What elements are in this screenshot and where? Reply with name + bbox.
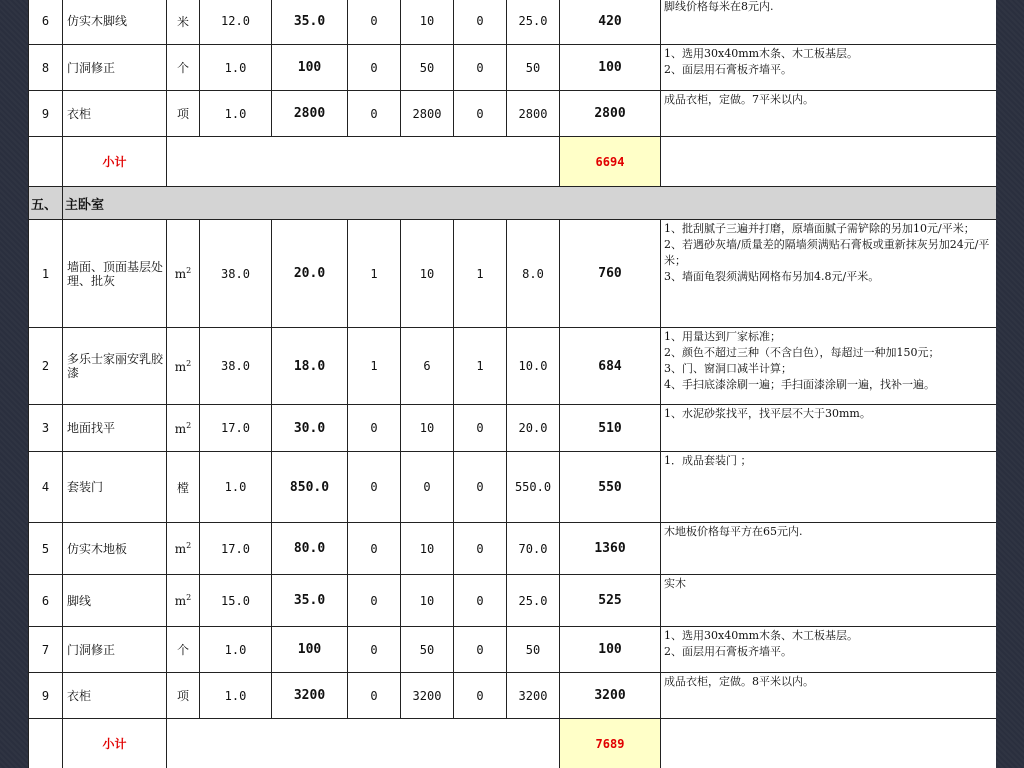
- item-labor-cost: 10.0: [507, 328, 560, 405]
- item-total: 510: [560, 405, 661, 452]
- item-labor-cost: 8.0: [507, 220, 560, 328]
- table-row: [29, 452, 997, 523]
- note-line: 木地板价格每平方在65元内.: [664, 525, 803, 538]
- item-unit: [167, 673, 200, 719]
- unit-text: m: [174, 421, 187, 436]
- item-material-cost: 0: [348, 45, 401, 91]
- subtotal-label: 小计: [63, 137, 167, 187]
- subtotal-row: [29, 137, 997, 187]
- item-aux-cost: 10: [401, 405, 454, 452]
- item-note: [661, 523, 997, 575]
- unit-text: m: [174, 542, 187, 556]
- quotation-sheet: [28, 0, 996, 768]
- item-unit: [167, 575, 200, 627]
- item-machine-cost: 0: [454, 452, 507, 523]
- unit-text: 个: [176, 61, 189, 75]
- note-line: 成品衣柜，定做。8平米以内。: [664, 675, 814, 688]
- section-header: [29, 187, 997, 220]
- item-note: [661, 452, 997, 523]
- note-line: 1、用量达到厂家标准；: [664, 330, 781, 343]
- item-number: 9: [29, 673, 63, 719]
- subtotal-label: 小计: [63, 719, 167, 768]
- item-material-cost: 1: [348, 328, 401, 405]
- item-unit-price: 35.0: [272, 575, 348, 627]
- item-quantity: 1.0: [200, 45, 272, 91]
- item-number: 6: [29, 0, 63, 45]
- item-note: [661, 405, 997, 452]
- item-machine-cost: 0: [454, 0, 507, 45]
- note-line: 3、门、窗洞口减半计算；: [664, 362, 792, 375]
- unit-text: 项: [176, 107, 189, 121]
- item-labor-cost: 25.0: [507, 575, 560, 627]
- item-number: 8: [29, 45, 63, 91]
- item-machine-cost: 0: [454, 405, 507, 452]
- note-line: 成品衣柜，定做。7平米以内。: [664, 93, 814, 106]
- item-total: 760: [560, 220, 661, 328]
- unit-text: m: [174, 359, 187, 374]
- item-quantity: 38.0: [200, 220, 272, 328]
- item-aux-cost: 2800: [401, 91, 454, 137]
- item-quantity: 12.0: [200, 0, 272, 45]
- item-machine-cost: 0: [454, 627, 507, 673]
- item-machine-cost: 0: [454, 673, 507, 719]
- item-labor-cost: 550.0: [507, 452, 560, 523]
- item-total: 684: [560, 328, 661, 405]
- item-quantity: 17.0: [200, 523, 272, 575]
- item-name: 脚线: [63, 575, 167, 627]
- item-material-cost: 0: [348, 405, 401, 452]
- item-note: [661, 220, 997, 328]
- item-unit: [167, 45, 200, 91]
- item-note: [661, 91, 997, 137]
- note-line: 2、面层用石膏板齐墙平。: [664, 645, 792, 658]
- table-row: [29, 328, 997, 405]
- table-row: [29, 523, 997, 575]
- table-row: [29, 0, 997, 45]
- item-note: [661, 45, 997, 91]
- item-unit: [167, 523, 200, 575]
- note-line: 1、选用30x40mm木条、木工板基层。: [664, 47, 859, 60]
- table-row: [29, 405, 997, 452]
- note-line: 1、选用30x40mm木条、木工板基层。: [664, 629, 859, 642]
- item-note: [661, 673, 997, 719]
- item-name: 套装门: [63, 452, 167, 523]
- item-machine-cost: 0: [454, 91, 507, 137]
- item-total: 100: [560, 627, 661, 673]
- note-line: 1．成品套装门 ；: [664, 454, 752, 467]
- item-unit: [167, 627, 200, 673]
- table-row: [29, 575, 997, 627]
- item-unit: [167, 220, 200, 328]
- item-unit-price: 18.0: [272, 328, 348, 405]
- unit-superscript: 2: [186, 593, 192, 602]
- subtotal-empty: [167, 137, 560, 187]
- subtotal-value: 7689: [560, 719, 661, 768]
- item-material-cost: 0: [348, 452, 401, 523]
- item-number: 5: [29, 523, 63, 575]
- item-machine-cost: 1: [454, 220, 507, 328]
- item-total: 100: [560, 45, 661, 91]
- item-quantity: 15.0: [200, 575, 272, 627]
- item-unit: [167, 452, 200, 523]
- unit-text: m: [174, 594, 187, 608]
- item-note: [661, 328, 997, 405]
- item-unit-price: 850.0: [272, 452, 348, 523]
- item-unit-price: 2800: [272, 91, 348, 137]
- item-unit: [167, 405, 200, 452]
- item-note: [661, 575, 997, 627]
- item-number: 3: [29, 405, 63, 452]
- item-quantity: 1.0: [200, 627, 272, 673]
- section-title: 主卧室: [63, 187, 997, 220]
- item-machine-cost: 0: [454, 575, 507, 627]
- table-row: [29, 220, 997, 328]
- item-aux-cost: 10: [401, 523, 454, 575]
- subtotal-empty: [167, 719, 560, 768]
- subtotal-note: [661, 137, 997, 187]
- item-name: 地面找平: [63, 405, 167, 452]
- item-material-cost: 0: [348, 575, 401, 627]
- note-line: 脚线价格每米在8元内.: [664, 0, 774, 13]
- unit-superscript: 2: [186, 541, 192, 550]
- item-unit: [167, 91, 200, 137]
- item-aux-cost: 50: [401, 627, 454, 673]
- note-line: 3、墙面龟裂须满贴网格布另加4.8元/平米。: [664, 270, 880, 283]
- item-machine-cost: 1: [454, 328, 507, 405]
- item-number: 2: [29, 328, 63, 405]
- item-note: [661, 0, 997, 45]
- item-material-cost: 0: [348, 91, 401, 137]
- note-line: 4、手扫底漆涂刷一遍；手扫面漆涂刷一遍，找补一遍。: [664, 378, 935, 391]
- item-aux-cost: 10: [401, 0, 454, 45]
- item-machine-cost: 0: [454, 45, 507, 91]
- item-name: 门洞修正: [63, 45, 167, 91]
- item-unit: [167, 0, 200, 45]
- item-unit-price: 35.0: [272, 0, 348, 45]
- item-aux-cost: 50: [401, 45, 454, 91]
- item-name: 仿实木脚线: [63, 0, 167, 45]
- unit-text: 项: [176, 689, 189, 703]
- item-material-cost: 0: [348, 627, 401, 673]
- note-line: 实木: [664, 577, 686, 590]
- subtotal-spacer: [29, 137, 63, 187]
- item-labor-cost: 20.0: [507, 405, 560, 452]
- unit-superscript: 2: [186, 358, 192, 368]
- table-row: [29, 627, 997, 673]
- item-quantity: 1.0: [200, 452, 272, 523]
- unit-text: 个: [176, 643, 189, 657]
- item-labor-cost: 50: [507, 627, 560, 673]
- table-row: [29, 91, 997, 137]
- note-line: 2、面层用石膏板齐墙平。: [664, 63, 792, 76]
- item-labor-cost: 25.0: [507, 0, 560, 45]
- item-name: 墙面、顶面基层处理、批灰: [63, 220, 167, 328]
- item-name: 门洞修正: [63, 627, 167, 673]
- item-total: 2800: [560, 91, 661, 137]
- item-total: 525: [560, 575, 661, 627]
- item-number: 9: [29, 91, 63, 137]
- note-line: 1、批刮腻子三遍并打磨，原墙面腻子需铲除的另加10元/平米；: [664, 222, 975, 235]
- item-aux-cost: 10: [401, 575, 454, 627]
- note-line: 2、颜色不超过三种（不含白色），每超过一种加150元；: [664, 346, 940, 359]
- item-aux-cost: 10: [401, 220, 454, 328]
- item-aux-cost: 0: [401, 452, 454, 523]
- item-total: 1360: [560, 523, 661, 575]
- subtotal-row: [29, 719, 997, 768]
- item-quantity: 1.0: [200, 91, 272, 137]
- item-number: 1: [29, 220, 63, 328]
- item-material-cost: 0: [348, 0, 401, 45]
- item-name: 多乐士家丽安乳胶漆: [63, 328, 167, 405]
- item-unit-price: 20.0: [272, 220, 348, 328]
- item-unit-price: 80.0: [272, 523, 348, 575]
- item-total: 3200: [560, 673, 661, 719]
- item-quantity: 1.0: [200, 673, 272, 719]
- item-machine-cost: 0: [454, 523, 507, 575]
- item-name: 衣柜: [63, 673, 167, 719]
- item-labor-cost: 3200: [507, 673, 560, 719]
- subtotal-value: 6694: [560, 137, 661, 187]
- item-unit-price: 100: [272, 627, 348, 673]
- item-unit-price: 30.0: [272, 405, 348, 452]
- table-row: [29, 673, 997, 719]
- unit-text: m: [174, 267, 187, 281]
- item-name: 衣柜: [63, 91, 167, 137]
- note-line: 2、若遇砂灰墙/质量差的隔墙须满贴石膏板或重新抹灰另加24元/平米；: [664, 238, 990, 267]
- item-labor-cost: 70.0: [507, 523, 560, 575]
- note-line: 1、水泥砂浆找平，找平层不大于30mm。: [664, 407, 871, 420]
- item-total: 420: [560, 0, 661, 45]
- quotation-table: [28, 0, 996, 768]
- item-number: 7: [29, 627, 63, 673]
- item-number: 4: [29, 452, 63, 523]
- unit-text: 樘: [176, 480, 189, 495]
- section-index: 五、: [29, 187, 63, 220]
- item-aux-cost: 6: [401, 328, 454, 405]
- item-unit: [167, 328, 200, 405]
- item-total: 550: [560, 452, 661, 523]
- item-material-cost: 0: [348, 673, 401, 719]
- item-unit-price: 3200: [272, 673, 348, 719]
- subtotal-spacer: [29, 719, 63, 768]
- subtotal-note: [661, 719, 997, 768]
- unit-superscript: 2: [186, 420, 192, 430]
- item-material-cost: 1: [348, 220, 401, 328]
- item-material-cost: 0: [348, 523, 401, 575]
- item-labor-cost: 50: [507, 45, 560, 91]
- item-quantity: 17.0: [200, 405, 272, 452]
- table-row: [29, 45, 997, 91]
- item-number: 6: [29, 575, 63, 627]
- item-note: [661, 627, 997, 673]
- item-aux-cost: 3200: [401, 673, 454, 719]
- item-name: 仿实木地板: [63, 523, 167, 575]
- item-quantity: 38.0: [200, 328, 272, 405]
- unit-superscript: 2: [186, 266, 192, 275]
- item-unit-price: 100: [272, 45, 348, 91]
- unit-text: 米: [176, 14, 189, 29]
- item-labor-cost: 2800: [507, 91, 560, 137]
